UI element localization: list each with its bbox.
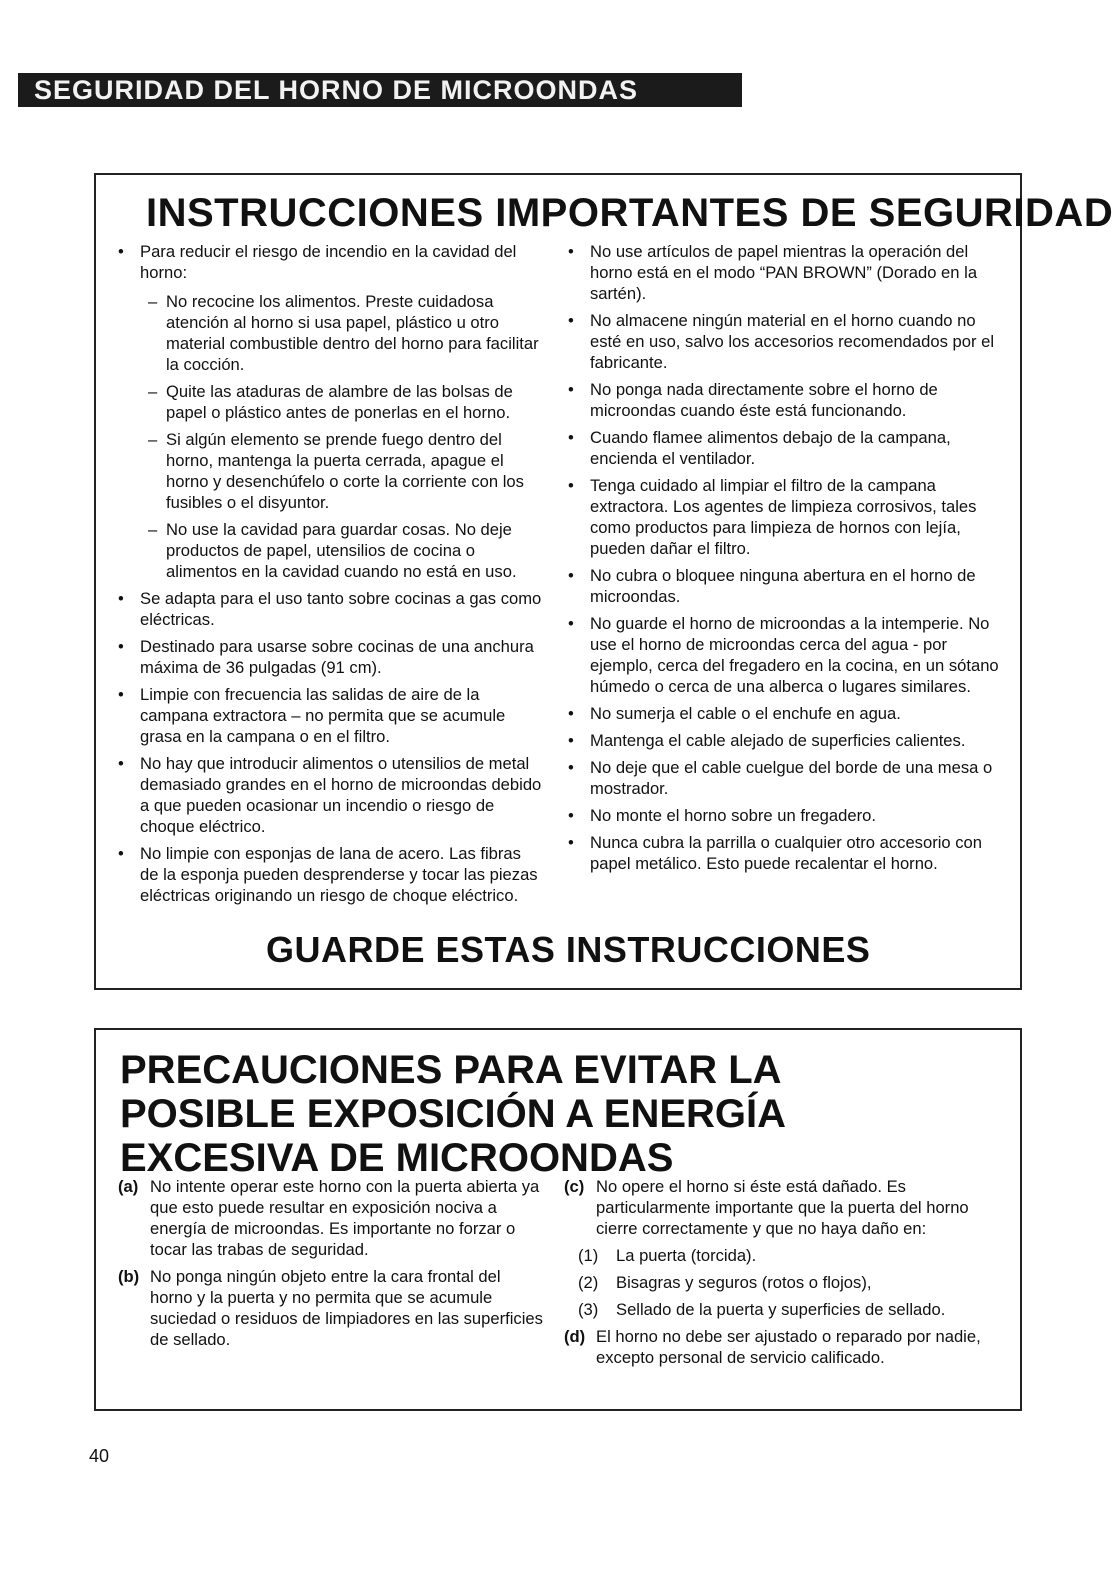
list-item: • No limpie con esponjas de lana de acero. Las fibras de la esponja pueden desprenderse y tocar las piezas eléctricas originando un riesgo de choque eléctrico. xyxy=(118,843,542,906)
list-item: • No hay que introducir alimentos o utensilios de metal demasiado grandes en el horno de microondas debido a que pueden ocasionar un incendio o riesgo de choque eléctrico. xyxy=(118,753,542,837)
item-text: No ponga ningún objeto entre la cara frontal del horno y la puerta y no permita que se acumule suciedad o residuos de limpiadores en las superficies de sellado. xyxy=(150,1267,543,1349)
save-instructions-heading: GUARDE ESTAS INSTRUCCIONES xyxy=(266,929,871,970)
list-item: • No guarde el horno de microondas a la intemperie. No use el horno de microondas cerca del agua - por ejemplo, cerca del fregadero en la cocina, en un sótano húmedo o cerca de una alberca o lugares similares. xyxy=(568,613,1002,697)
precaution-item-c xyxy=(564,1176,1004,1239)
precaution-item-b xyxy=(118,1266,543,1350)
list-item: • No use artículos de papel mientras la operación del horno está en el modo “PAN BROWN” (Dorado en la sartén). xyxy=(568,241,1002,304)
list-item: • Destinado para usarse sobre cocinas de una anchura máxima de 36 pulgadas (91 cm). xyxy=(118,636,542,678)
list-item: • No sumerja el cable o el enchufe en agua. xyxy=(568,703,1002,724)
item-number: (2) xyxy=(578,1273,599,1292)
precautions-box xyxy=(94,1028,1022,1411)
list-item: • No cubra o bloquee ninguna abertura en el horno de microondas. xyxy=(568,565,1002,607)
precautions-title: PRECAUCIONES PARA EVITAR LA POSIBLE EXPOSICIÓN A ENERGÍA EXCESIVA DE MICROONDAS xyxy=(120,1048,785,1180)
item-text: Bisagras y seguros (rotos o flojos), xyxy=(616,1273,872,1292)
item-text: La puerta (torcida). xyxy=(616,1246,757,1265)
item-number: (3) xyxy=(578,1300,599,1319)
precautions-right-column xyxy=(564,1176,1004,1374)
precautions-left-column xyxy=(118,1176,543,1356)
item-text: No opere el horno si éste está dañado. Es particularmente importante que la puerta del horno cierre correctamente y que no haya daño en: xyxy=(596,1177,969,1238)
page-number: 40 xyxy=(89,1446,110,1466)
list-item: • Cuando flamee alimentos debajo de la campana, encienda el ventilador. xyxy=(568,427,1002,469)
item-text: Sellado de la puerta y superficies de sellado. xyxy=(616,1300,946,1319)
safety-instructions-box xyxy=(94,173,1114,990)
item-label: (b) xyxy=(118,1267,140,1286)
item-label: (d) xyxy=(564,1327,586,1346)
list-item: • Nunca cubra la parrilla o cualquier otro accesorio con papel metálico. Esto puede recalentar el horno. xyxy=(568,832,1002,874)
item-label: (a) xyxy=(118,1177,139,1196)
precaution-item-a xyxy=(118,1176,543,1260)
list-item: • No deje que el cable cuelgue del borde de una mesa o mostrador. xyxy=(568,757,1002,799)
list-item: • Se adapta para el uso tanto sobre cocinas a gas como eléctricas. xyxy=(118,588,542,630)
list-item: • Tenga cuidado al limpiar el filtro de la campana extractora. Los agentes de limpieza corrosivos, tales como productos para limpieza de hornos con lejía, pueden dañar el filtro. xyxy=(568,475,1002,559)
safety-left-column xyxy=(118,241,542,912)
precaution-item-d xyxy=(564,1326,1004,1368)
list-item: • No monte el horno sobre un fregadero. xyxy=(568,805,1002,826)
list-subitem: – Si algún elemento se prende fuego dentro del horno, mantenga la puerta cerrada, apague el horno y desenchúfelo o corte la corriente con los fusibles o el disyuntor. xyxy=(118,429,542,513)
list-item: • Limpie con frecuencia las salidas de aire de la campana extractora – no permita que se acumule grasa en la campana o en el filtro. xyxy=(118,684,542,747)
safety-title: INSTRUCCIONES IMPORTANTES DE SEGURIDAD xyxy=(146,191,1114,235)
list-item: • Mantenga el cable alejado de superficies calientes. xyxy=(568,730,1002,751)
item-text: El horno no debe ser ajustado o reparado por nadie, excepto personal de servicio calificado. xyxy=(596,1327,981,1367)
list-item: • Para reducir el riesgo de incendio en la cavidad del horno: xyxy=(118,241,542,283)
damage-item-3 xyxy=(564,1299,1004,1320)
safety-right-column xyxy=(568,241,1002,880)
item-text: No intente operar este horno con la puerta abierta ya que esto puede resultar en exposición nociva a energía de microondas. Es importante no forzar o tocar las trabas de seguridad. xyxy=(150,1177,540,1259)
section-banner: SEGURIDAD DEL HORNO DE MICROONDAS xyxy=(18,73,742,107)
list-subitem: – No use la cavidad para guardar cosas. No deje productos de papel, utensilios de cocina o alimentos en la cavidad cuando no está en uso. xyxy=(118,519,542,582)
damage-item-1 xyxy=(564,1245,1004,1266)
damage-item-2 xyxy=(564,1272,1004,1293)
list-subitem: – Quite las ataduras de alambre de las bolsas de papel o plástico antes de ponerlas en el horno. xyxy=(118,381,542,423)
list-item: • No ponga nada directamente sobre el horno de microondas cuando éste está funcionando. xyxy=(568,379,1002,421)
item-number: (1) xyxy=(578,1246,599,1265)
list-subitem: – No recocine los alimentos. Preste cuidadosa atención al horno si usa papel, plástico u otro material combustible dentro del horno para facilitar la cocción. xyxy=(118,291,542,375)
item-label: (c) xyxy=(564,1177,585,1196)
list-item: • No almacene ningún material en el horno cuando no esté en uso, salvo los accesorios recomendados por el fabricante. xyxy=(568,310,1002,373)
